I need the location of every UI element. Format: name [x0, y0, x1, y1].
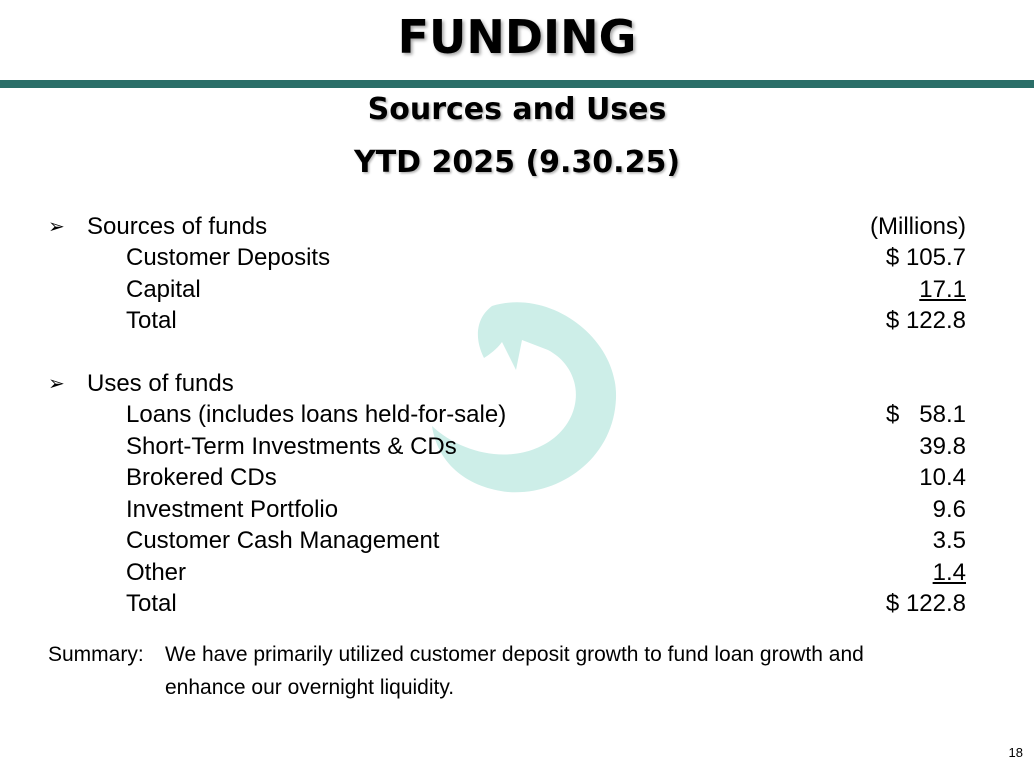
row-amount: 1.4 — [932, 559, 966, 586]
row-amount: $ 105.7 — [885, 244, 966, 271]
uses-heading: Uses of funds — [87, 370, 234, 397]
row-amount: 9.6 — [932, 496, 966, 523]
summary-block — [48, 638, 864, 704]
row-label: Investment Portfolio — [126, 496, 339, 523]
summary-line-2: enhance our overnight liquidity. — [165, 676, 455, 699]
row-label: Capital — [126, 276, 201, 303]
uses-total-row — [0, 589, 1034, 619]
row-amount: 17.1 — [919, 276, 966, 303]
row-amount: $ 122.8 — [885, 590, 966, 617]
table-row — [0, 495, 1034, 525]
row-label: Loans (includes loans held-for-sale) — [126, 401, 507, 428]
row-label: Brokered CDs — [126, 464, 277, 491]
sources-heading: Sources of funds — [87, 213, 268, 240]
table-row — [0, 432, 1034, 462]
table-row — [0, 275, 1034, 305]
row-amount: 10.4 — [919, 464, 966, 491]
row-amount: $ 58.1 — [885, 401, 966, 428]
table-row — [0, 526, 1034, 556]
bullet-arrow-icon: ➢ — [48, 373, 65, 395]
row-label: Customer Cash Management — [126, 527, 440, 554]
row-label: Other — [126, 559, 187, 586]
sources-total-row — [0, 306, 1034, 336]
table-row — [0, 463, 1034, 493]
row-label: Total — [126, 307, 177, 334]
subtitle-sources-and-uses: Sources and Uses — [367, 92, 667, 127]
table-row — [0, 400, 1034, 430]
units-label: (Millions) — [870, 213, 966, 240]
row-amount: 3.5 — [932, 527, 966, 554]
row-label: Short-Term Investments & CDs — [126, 433, 457, 460]
row-amount: $ 122.8 — [885, 307, 966, 334]
row-label: Total — [126, 590, 177, 617]
header-rule — [0, 80, 1034, 88]
subtitle-period: YTD 2025 (9.30.25) — [353, 145, 681, 180]
bullet-arrow-icon: ➢ — [48, 216, 65, 238]
page-title: FUNDING — [397, 10, 637, 64]
table-row — [0, 558, 1034, 588]
table-row — [0, 243, 1034, 273]
row-label: Customer Deposits — [126, 244, 331, 271]
uses-heading-row — [0, 369, 1034, 399]
sources-heading-row — [0, 212, 1034, 242]
summary-line-1: We have primarily utilized customer deposit growth to fund loan growth and — [165, 643, 864, 666]
page-number: 18 — [1008, 745, 1023, 760]
row-amount: 39.8 — [919, 433, 966, 460]
summary-label: Summary: — [48, 643, 144, 666]
